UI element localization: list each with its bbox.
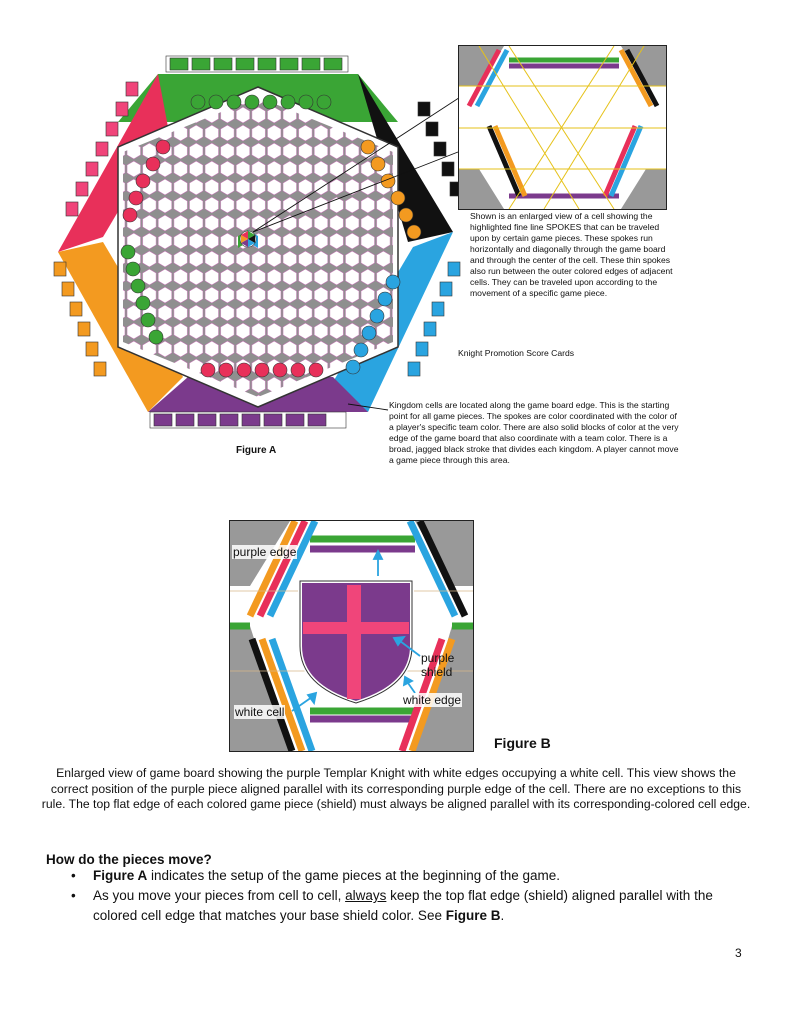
- bullet-list: [46, 866, 736, 926]
- bullet-icon: •: [71, 888, 76, 903]
- game-board-figure: [48, 52, 468, 430]
- list-item: • Figure A indicates the setup of the game pieces at the beginning of the game.: [46, 866, 736, 886]
- enlarged-cell-view: [458, 45, 667, 210]
- section-heading: How do the pieces move?: [46, 852, 212, 867]
- spokes-caption: Shown is an enlarged view of a cell showing the highlighted fine line SPOKES that can be traveled upon by certain game pieces. These spokes run horizontally and diagonally through the game board and through the center of the cell. These thin spokes also run between the outer colored edges of adjacent cells. They can be traveled upon according to the movement of a specific game piece.: [470, 211, 673, 298]
- figure-a-label: Figure A: [236, 445, 277, 456]
- figure-b-label: Figure B: [494, 735, 551, 751]
- page-number: 3: [735, 946, 742, 960]
- bullet-icon: •: [71, 868, 76, 883]
- enlarged-view-caption: Enlarged view of game board showing the purple Templar Knight with white edges occupying a white cell. This view shows the correct position of the purple piece aligned parallel with its corresponding purple edge of the cell. There are no exceptions to this rule. The top flat edge of each colored game piece (shield) must always be aligned parallel with its corresponding-colored cell edge.: [41, 766, 751, 811]
- purple-shield-callout: purple shield: [421, 651, 455, 679]
- white-edge-callout: white edge: [403, 693, 462, 707]
- purple-edge-callout: purple edge: [233, 545, 297, 559]
- figure-b-image: [229, 520, 474, 752]
- kingdom-cells-caption: Kingdom cells are located along the game board edge. This is the starting point for all game pieces. The spokes are color coordinated with the color of a player's specific team color. There are also solid blocks of color at the very edge of the game board that also coordinate with a team color. There is a broad, jagged black stroke that divides each kingdom. A player cannot move a game piece through this area.: [389, 400, 679, 465]
- knight-promotion-caption: Knight Promotion Score Cards: [458, 348, 575, 358]
- list-item: • As you move your pieces from cell to cell, always keep the top flat edge (shield) aligned parallel with the colored cell edge that matches your base shield color. See Figure B.: [71, 888, 713, 923]
- white-cell-callout: white cell: [235, 705, 285, 719]
